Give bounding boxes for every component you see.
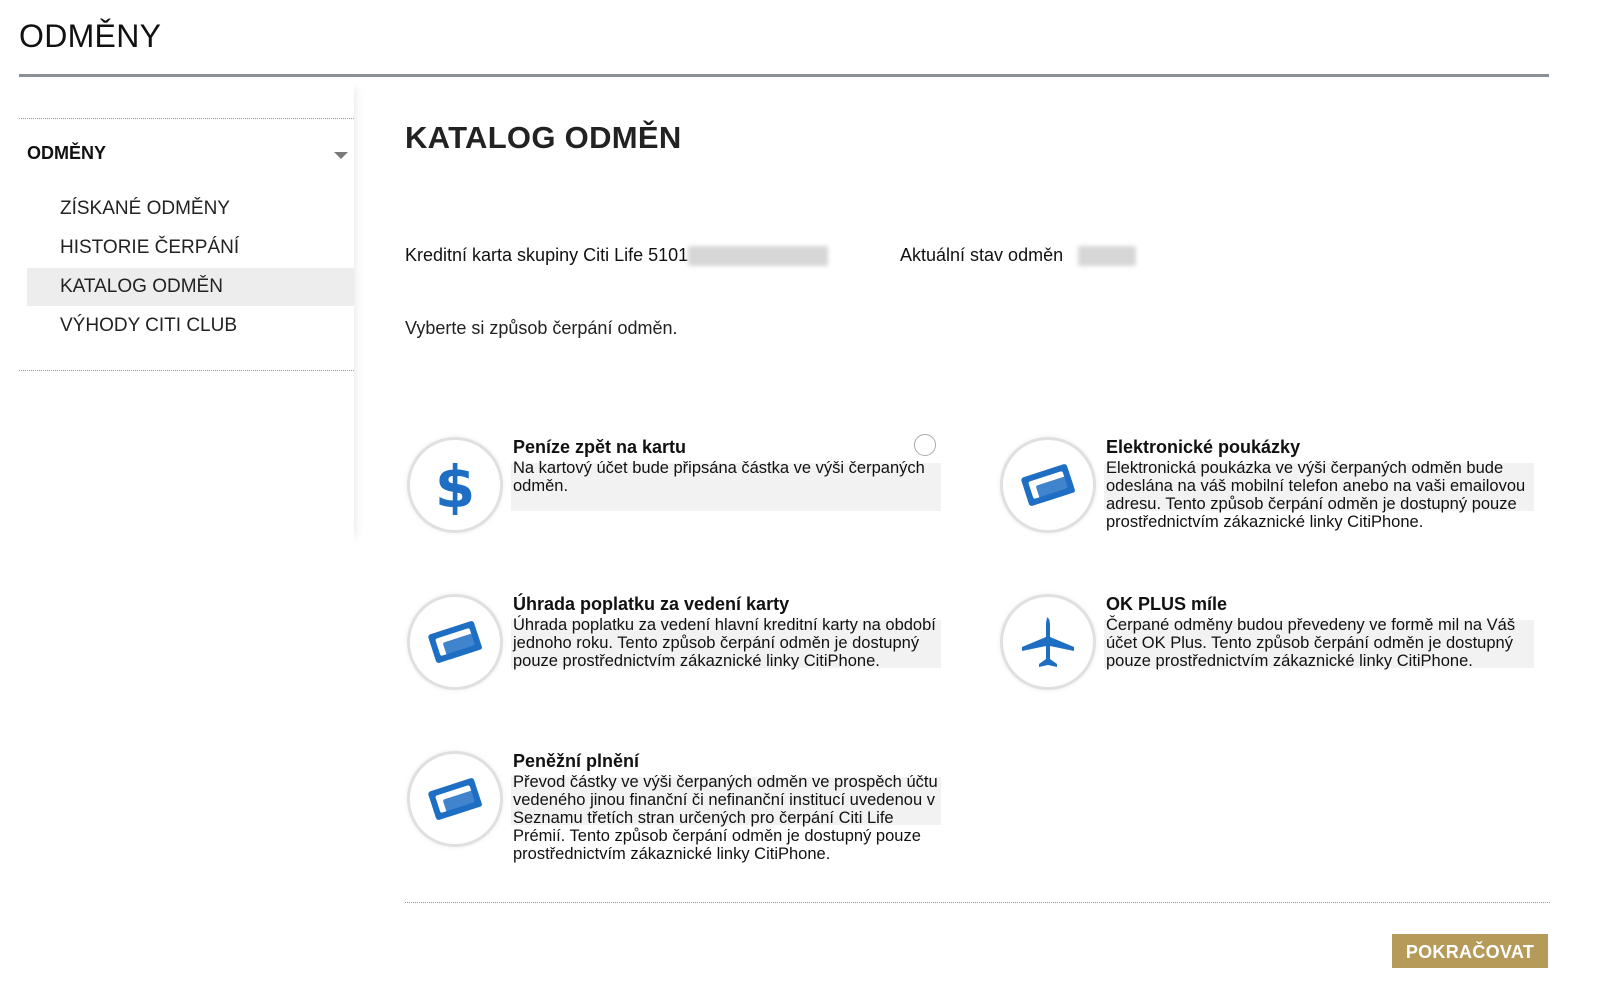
- option-cash-payment[interactable]: [407, 751, 952, 901]
- option-description: Převod částky ve výši čerpaných odměn ve prospěch účtu vedeného jinou finanční či nefinanční institucí uvedenou v Seznamu třetích stran určených pro čerpání Citi Life Prémií. Tento způsob čerpání odměn je dostupný pouze prostřednictvím zákaznické linky CitiPhone.: [513, 773, 938, 863]
- option-icon-circle: [1000, 594, 1096, 690]
- sidebar-bottom-divider: [19, 370, 354, 371]
- option-cashback[interactable]: [407, 437, 952, 582]
- balance-label: Aktuální stav odměn: [900, 245, 1064, 265]
- option-title: OK PLUS míle: [1106, 594, 1228, 614]
- option-title: Úhrada poplatku za vedení karty: [513, 594, 790, 614]
- main-title: KATALOG ODMĚN: [405, 120, 682, 155]
- page-title: ODMĚNY: [19, 18, 162, 54]
- sidebar-top-divider: [19, 118, 354, 119]
- option-e-vouchers[interactable]: [1000, 437, 1545, 582]
- dollar-icon: [431, 455, 479, 515]
- bottom-divider: [405, 902, 1550, 903]
- option-description: Na kartový účet bude připsána částka ve výši čerpaných odměn.: [513, 459, 925, 495]
- continue-button[interactable]: POKRAČOVAT: [1392, 934, 1548, 968]
- option-icon-circle: [407, 594, 503, 690]
- option-title: Peníze zpět na kartu: [513, 437, 687, 457]
- option-description: Úhrada poplatku za vedení hlavní kreditní karty na období jednoho roku. Tento způsob čerpání odměn je dostupný pouze prostřednictvím zákaznické linky CitiPhone.: [513, 616, 936, 670]
- option-description: Čerpané odměny budou převedeny ve formě mil na Váš účet OK Plus. Tento způsob čerpání odměn je dostupný pouze prostřednictvím zákaznické linky CitiPhone.: [1106, 616, 1516, 670]
- card-label: Kreditní karta skupiny Citi Life 5101: [405, 245, 689, 265]
- option-ok-plus-miles[interactable]: [1000, 594, 1545, 739]
- title-divider: [19, 74, 1549, 77]
- voucher-icon: [423, 617, 487, 667]
- voucher-icon: [423, 774, 487, 824]
- option-description: Elektronická poukázka ve výši čerpaných odměn bude odeslána na váš mobilní telefon anebo na vaši emailovou adresu. Tento způsob čerpání odměn je dostupný pouze prostřednictvím zákaznické linky CitiPhone.: [1106, 459, 1526, 531]
- chevron-down-icon[interactable]: [334, 152, 348, 159]
- option-card-fee[interactable]: [407, 594, 952, 739]
- card-info: [405, 245, 828, 266]
- sidebar-item-historie-cerpani[interactable]: HISTORIE ČERPÁNÍ: [60, 237, 240, 258]
- balance-info: [900, 245, 1136, 266]
- sidebar-item-ziskane-odmeny[interactable]: ZÍSKANÉ ODMĚNY: [60, 198, 230, 219]
- voucher-icon: [1016, 460, 1080, 510]
- option-title: Peněžní plnění: [513, 751, 640, 771]
- option-icon-circle: [1000, 437, 1096, 533]
- option-title: Elektronické poukázky: [1106, 437, 1301, 457]
- sidebar-section-title[interactable]: ODMĚNY: [27, 143, 107, 163]
- option-icon-circle: [407, 751, 503, 847]
- sidebar-item-vyhody-citi-club[interactable]: VÝHODY CITI CLUB: [60, 315, 238, 336]
- intro-text: Vyberte si způsob čerpání odměn.: [405, 318, 678, 338]
- svg-text:$: $: [434, 455, 476, 515]
- option-icon-circle: [407, 437, 503, 533]
- masked-card-number: [688, 246, 828, 266]
- sidebar-item-katalog-odmen[interactable]: KATALOG ODMĚN: [27, 268, 354, 306]
- airplane-icon: [1018, 612, 1078, 672]
- sidebar: [19, 80, 354, 545]
- masked-balance-value: [1078, 246, 1136, 266]
- option-radio[interactable]: [914, 434, 936, 456]
